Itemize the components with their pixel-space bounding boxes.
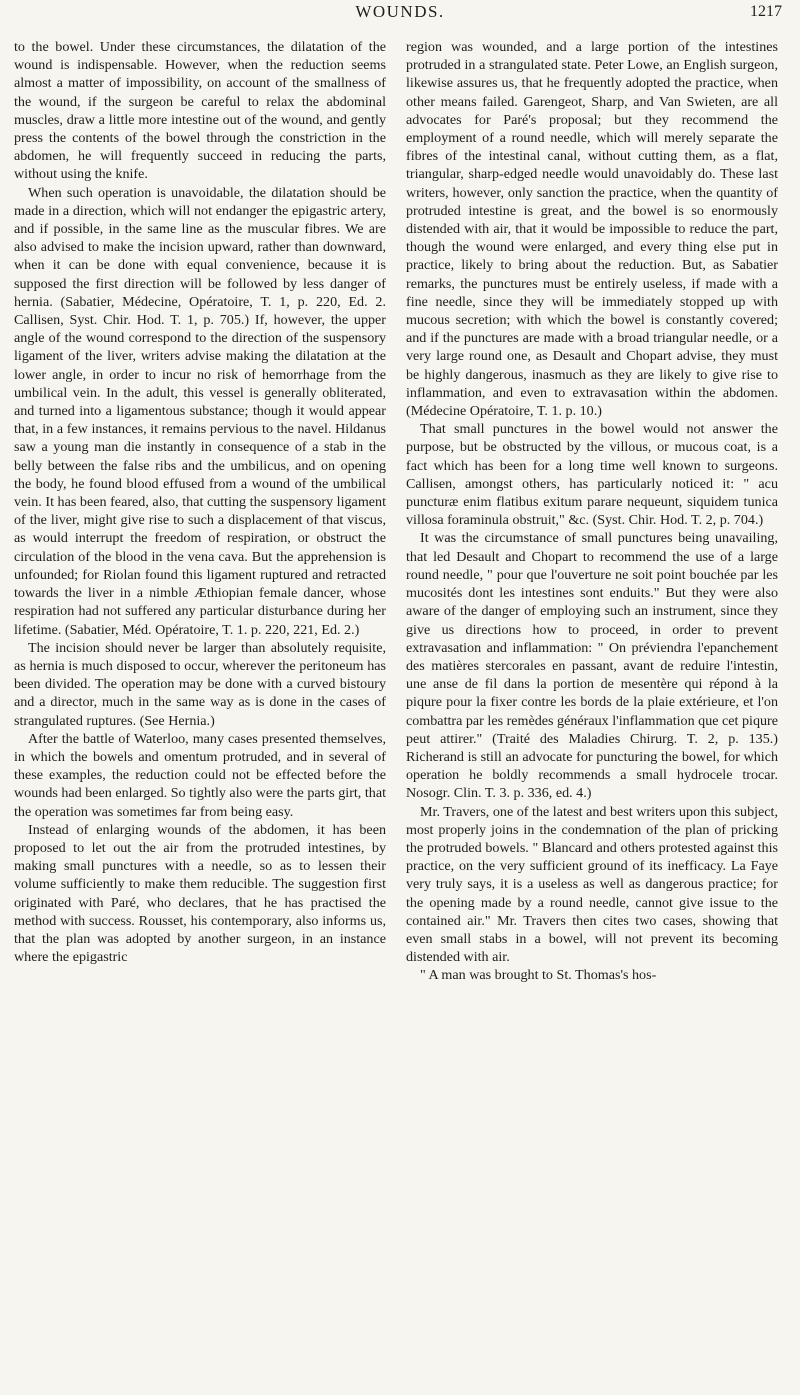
paragraph: That small punctures in the bowel would not answer the purpose, but be obstructed by the villous, or mucous coat, is a fact which has been for a long time well known to surgeons. Callisen, amongst others, has particularly noticed it: " acu puncturæ enim flatibus exitum parare nequeunt, siquidem tunica villosa foraminula obstruit," &c. (Syst. Chir. Hod. T. 2, p. 704.) bbox=[406, 421, 778, 529]
left-column bbox=[14, 38, 386, 1388]
paragraph: " A man was brought to St. Thomas's hos- bbox=[420, 967, 657, 984]
paragraph: After the battle of Waterloo, many cases presented themselves, in which the bowels and omentum protruded, and in several of these examples, the reduction could not be effected before the wounds had been enlarged. So tightly also were the parts girt, that the operation was sometimes far from being easy. bbox=[14, 730, 386, 820]
paragraph: The incision should never be larger than absolutely requisite, as hernia is much disposed to occur, wherever the peritoneum has been divided. The operation may be done with a curved bistoury and a director, much in the same way as is done in the cases of strangulated ruptures. (See Hernia.) bbox=[14, 639, 386, 729]
running-head bbox=[0, 0, 800, 36]
text-columns bbox=[14, 38, 790, 1388]
paragraph: When such operation is unavoidable, the dilatation should be made in a direction, which will not endanger the epigastric artery, and if possible, in the same line as the muscular fibres. We are also advised to make the incision upward, rather than downward, when it can be done with equal convenience, because it is supposed the first direction will be followed by less danger of hernia. (Sabatier, Médecine, Opératoire, T. 1, p. 220, Ed. 2. Callisen, Syst. Chir. Hod. T. 1, p. 705.) If, however, the upper angle of the wound correspond to the direction of the suspensory ligament of the liver, writers advise making the dilatation at the lower angle, in order to incur no risk of hemorrhage from the umbilical vein. In the adult, this vessel is generally obliterated, and turned into a ligamentous substance; though it would appear that, in a few instances, it remains pervious to the navel. Hildanus saw a young man die instantly in consequence of a stab in the belly between the false ribs and the umbilicus, and on opening the body, he found blood effused from a wound of the umbilical vein. It has been feared, also, that cutting the suspensory ligament of the liver, might give rise to such a displacement of that viscus, as would interrupt the freedom of respiration, or obstruct the circulation of the blood in the vena cava. But the apprehension is unfounded; for Riolan found this ligament ruptured and retracted towards the liver in a nimble Æthiopian female dancer, whose respiration had not suffered any particular disturbance during her lifetime. (Sabatier, Méd. Opératoire, T. 1. p. 220, 221, Ed. 2.) bbox=[14, 184, 386, 638]
paragraph: region was wounded, and a large portion of the intestines protruded in a strangulated state. Peter Lowe, an English surgeon, likewise assures us, that he frequently adopted the practice, when other means failed. Garengeot, Sharp, and Van Swieten, are all advocates for Paré's proposal; but they recommend the employment of a round needle, which will merely separate the fibres of the intestinal canal, without cutting them, as a flat, triangular, sharp-edged needle would unavoidably do. These last writers, however, only sanction the practice, when the quantity of protruded intestine is great, and the bowel is so enormously distended with air, that it would be impossible to reduce the part, though the wound were enlarged, and every thing else put in practice, likely to bring about the reduction. But, as Sabatier remarks, the punctures must be entirely useless, if made with a fine needle, since they will be immediately stopped up with mucous secretion; with which the bowel is constantly covered; and if the punctures are made with a broad triangular needle, or a very large round one, as Desault and Chopart advise, they must be highly dangerous, inasmuch as they are likely to give rise to inflammation, and even to extravasation within the abdomen. (Médecine Opératoire, T. 1. p. 10.) bbox=[406, 39, 778, 420]
paragraph: It was the circumstance of small punctures being unavailing, that led Desault and Chopart to recommend the use of a large round needle, " pour que l'ouverture ne soit point bouchée par les mucosités dont les intestines sont enduits." But they were also aware of the danger of employing such an instrument, since they give us directions how to proceed, in order to prevent extravasation and inflammation: " On préviendra l'epanchement des matières stercorales en passant, avant de reduire l'intestin, une anse de fil dans la portion de mesentère qui répond à la piqure pour la fixer contre les bords de la plaie extérieure, et l'on combattra par les remèdes généraux l'inflammation que cet piqure peut attirer." (Traité des Maladies Chirurg. T. 2, p. 135.) Richerand is still an advocate for puncturing the bowel, for which operation he boldly recommends a small hydrocele trocar. Nosogr. Clin. T. 3. p. 336, ed. 4.) bbox=[406, 530, 778, 802]
paragraph: to the bowel. Under these circumstances, the dilatation of the wound is indispensable. However, when the reduction seems almost a matter of impossibility, on account of the smallness of the wound, if the surgeon be careful to relax the abdominal muscles, draw a little more intestine out of the wound, and gently press the contents of the bowel through the constriction in the abdomen, he will frequently succeed in reducing the parts, without using the knife. bbox=[14, 39, 386, 183]
page-number: 1217 bbox=[750, 3, 782, 20]
running-title: WOUNDS. bbox=[355, 2, 445, 21]
paragraph: Instead of enlarging wounds of the abdomen, it has been proposed to let out the air from the protruded intestines, by making small punctures with a needle, so as to lessen their volume sufficiently to make them reducible. The suggestion first originated with Paré, who declares, that he has practised the method with success. Rousset, his contemporary, also informs us, that the plan was adopted by another surgeon, in an instance where the epigastric bbox=[14, 821, 386, 966]
paragraph: Mr. Travers, one of the latest and best writers upon this subject, most properly joins in the condemnation of the plan of pricking the protruded bowels. " Blancard and others protested against this practice, on the very sufficient ground of its inefficacy. La Faye very truly says, it is a useless as well as dangerous practice; for the opening made by a round needle, cannot give issue to the contained air." Mr. Travers then cites two cases, showing that even small stabs in a bowel, will not prevent its becoming distended with air. bbox=[406, 803, 778, 966]
right-column bbox=[406, 38, 778, 1388]
